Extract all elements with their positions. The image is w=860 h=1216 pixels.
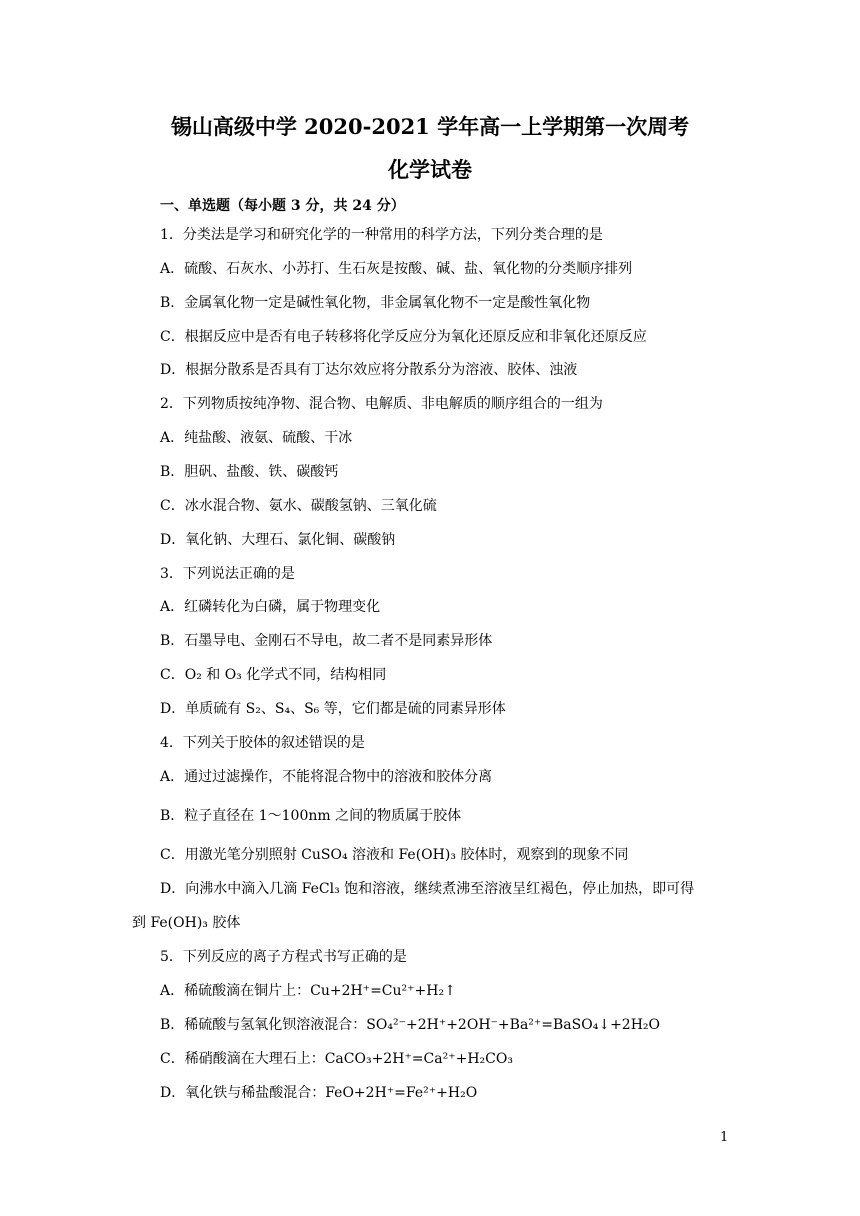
question-5-option-c: C．稀硝酸滴在大理石上：CaCO₃+2H⁺=Ca²⁺+H₂CO₃	[160, 1051, 513, 1067]
section-heading: 一、单选题（每小题 3 分，共 24 分）	[160, 198, 405, 214]
question-4-option-b: B．粒子直径在 1～100nm 之间的物质属于胶体	[160, 808, 462, 824]
question-5-stem: 5．下列反应的离子方程式书写正确的是	[160, 949, 407, 965]
question-3-option-d: D．单质硫有 S₂、S₄、S₆ 等，它们都是硫的同素异形体	[160, 701, 506, 717]
question-3-option-b: B．石墨导电、金刚石不导电，故二者不是同素异形体	[160, 633, 493, 649]
question-3-option-a: A．红磷转化为白磷，属于物理变化	[160, 599, 381, 615]
question-1-option-d: D．根据分散系是否具有丁达尔效应将分散系分为溶液、胶体、浊液	[160, 362, 578, 378]
question-4-stem: 4．下列关于胶体的叙述错误的是	[160, 735, 365, 751]
question-1-stem: 1．分类法是学习和研究化学的一种常用的科学方法，下列分类合理的是	[160, 227, 603, 243]
question-1-option-b: B．金属氧化物一定是碱性氧化物，非金属氧化物不一定是酸性氧化物	[160, 295, 591, 311]
page-number: 1	[720, 1130, 729, 1145]
question-2-option-a: A．纯盐酸、液氨、硫酸、干冰	[160, 430, 353, 446]
question-5-option-d: D．氧化铁与稀盐酸混合：FeO+2H⁺=Fe²⁺+H₂O	[160, 1085, 478, 1101]
question-3-stem: 3．下列说法正确的是	[160, 566, 295, 582]
question-2-option-c: C．冰水混合物、氨水、碳酸氢钠、三氧化硫	[160, 498, 437, 514]
question-2-option-d: D．氧化钠、大理石、氯化铜、碳酸钠	[160, 532, 396, 548]
question-1-option-a: A．硫酸、石灰水、小苏打、生石灰是按酸、碱、盐、氧化物的分类顺序排列	[160, 261, 633, 277]
question-4-option-d-continued: 到 Fe(OH)₃ 胶体	[132, 915, 241, 931]
exam-title: 锡山高级中学 2020-2021 学年高一上学期第一次周考	[170, 114, 690, 139]
question-1-option-c: C．根据反应中是否有电子转移将化学反应分为氧化还原反应和非氧化还原反应	[160, 329, 647, 345]
question-4-option-a: A．通过过滤操作，不能将混合物中的溶液和胶体分离	[160, 769, 493, 785]
question-5-option-a: A．稀硫酸滴在铜片上：Cu+2H⁺=Cu²⁺+H₂↑	[160, 983, 456, 999]
question-3-option-c: C．O₂ 和 O₃ 化学式不同，结构相同	[160, 667, 387, 683]
question-4-option-c: C．用激光笔分别照射 CuSO₄ 溶液和 Fe(OH)₃ 胶体时，观察到的现象不同	[160, 847, 629, 863]
question-2-option-b: B．胆矾、盐酸、铁、碳酸钙	[160, 464, 339, 480]
exam-subtitle: 化学试卷	[388, 157, 472, 182]
question-2-stem: 2．下列物质按纯净物、混合物、电解质、非电解质的顺序组合的一组为	[160, 396, 603, 412]
question-5-option-b: B．稀硫酸与氢氧化钡溶液混合：SO₄²⁻+2H⁺+2OH⁻+Ba²⁺=BaSO₄↓+2H₂O	[160, 1017, 661, 1033]
question-4-option-d: D．向沸水中滴入几滴 FeCl₃ 饱和溶液，继续煮沸至溶液呈红褐色，停止加热，即可得	[160, 881, 695, 897]
